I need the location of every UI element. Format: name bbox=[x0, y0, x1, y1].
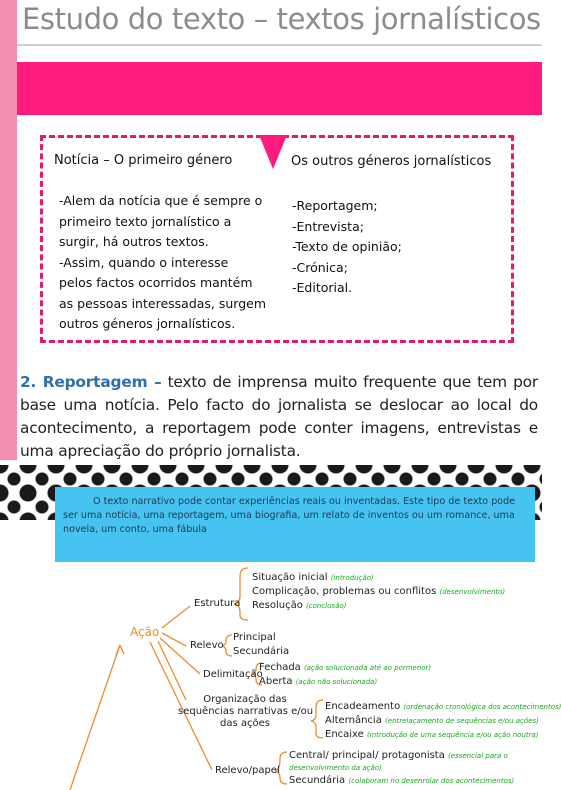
branch-estrutura bbox=[162, 606, 190, 628]
page-title: Estudo do texto – textos jornalísticos bbox=[22, 2, 541, 36]
left-pink-strip bbox=[0, 0, 17, 460]
organizacao-item: Encaixe (introdução de uma sequência e/ou ação noutra) bbox=[325, 729, 539, 740]
branch-organizacao bbox=[158, 641, 186, 700]
relevo-item: Secundária bbox=[233, 646, 290, 657]
title-divider bbox=[17, 44, 542, 46]
reportagem-label: 2. Reportagem – bbox=[20, 373, 162, 391]
relevo-papel-item: Secundária (colaboram no desenrolar dos acontecimentos) bbox=[289, 775, 515, 786]
left-column-heading: Notícia – O primeiro género bbox=[54, 153, 233, 168]
right-column-heading: Os outros géneros jornalísticos bbox=[291, 154, 492, 169]
diagram-root-acao: Ação bbox=[130, 625, 160, 639]
estrutura-item: Resolução (conclusão) bbox=[252, 600, 347, 611]
pink-arrow-down-icon bbox=[259, 135, 287, 169]
node-relevo-papel: Relevo/papel bbox=[215, 765, 280, 776]
node-delimitacao: Delimitação bbox=[203, 669, 263, 680]
genre-item: -Entrevista; bbox=[292, 218, 364, 234]
delimitacao-item: Fechada (ação solucionada até ao pormenor) bbox=[259, 662, 432, 673]
reportagem-paragraph bbox=[20, 371, 538, 463]
left-line: surgir, há outros textos. bbox=[59, 234, 209, 249]
organizacao-item: Alternância (entrelaçamento de sequências e/ou ações) bbox=[325, 715, 539, 726]
node-organizacao: Organização das sequências narrativas e/ou das ações bbox=[178, 694, 314, 729]
pink-banner bbox=[17, 62, 542, 115]
branch-relevo bbox=[162, 633, 186, 646]
organizacao-item: Encadeamento (ordenação cronológica dos acontecimentos) bbox=[325, 701, 561, 712]
left-line: primeiro texto jornalístico a bbox=[59, 213, 232, 229]
genres-list bbox=[292, 196, 402, 299]
root-arrow-head bbox=[116, 645, 124, 655]
left-white-gap bbox=[0, 520, 55, 562]
left-line: outros géneros jornalísticos. bbox=[59, 316, 236, 331]
root-arrow-line bbox=[70, 645, 120, 790]
narrative-info-box bbox=[55, 487, 535, 562]
genre-item: -Editorial. bbox=[292, 280, 353, 295]
reportagem-text: texto de imprensa muito frequente que tem por base uma notícia. Pelo facto do jornalista se deslocar ao local do acontecimento, a reportagem pode conter imagens, entrevistas e uma apreciação do próprio jornalista. bbox=[20, 373, 538, 460]
genre-item: -Crónica; bbox=[292, 259, 348, 275]
delimitacao-item: Aberta (ação não solucionada) bbox=[259, 676, 378, 687]
estrutura-item: Situação inicial (introdução) bbox=[252, 572, 374, 583]
node-relevo: Relevo bbox=[190, 640, 224, 651]
genre-item: -Reportagem; bbox=[292, 198, 378, 213]
relevo-papel-item: Central/ principal/ protagonista (essencial para o desenvolvimento da ação) bbox=[289, 750, 508, 772]
estrutura-item: Complicação, problemas ou conflitos (desenvolvimento) bbox=[252, 586, 506, 597]
left-line: pelos factos ocorridos mantém bbox=[59, 275, 253, 290]
brace-estrutura bbox=[234, 568, 248, 620]
left-line: -Alem da notícia que é sempre o bbox=[59, 193, 263, 208]
narrative-info-text: O texto narrativo pode contar experiências reais ou inventadas. Este tipo de texto pode ser uma notícia, uma reportagem, uma biografia, um relato de inventos ou um romance, uma novela, um conto, uma fábula bbox=[63, 496, 516, 535]
left-line: -Assim, quando o interesse bbox=[59, 254, 229, 270]
relevo-item: Principal bbox=[233, 632, 276, 643]
left-line: as pessoas interessadas, surgem bbox=[59, 295, 267, 311]
node-estrutura: Estrutura bbox=[194, 598, 241, 609]
genre-item: -Texto de opinião; bbox=[292, 239, 402, 254]
left-column-text bbox=[59, 191, 269, 335]
